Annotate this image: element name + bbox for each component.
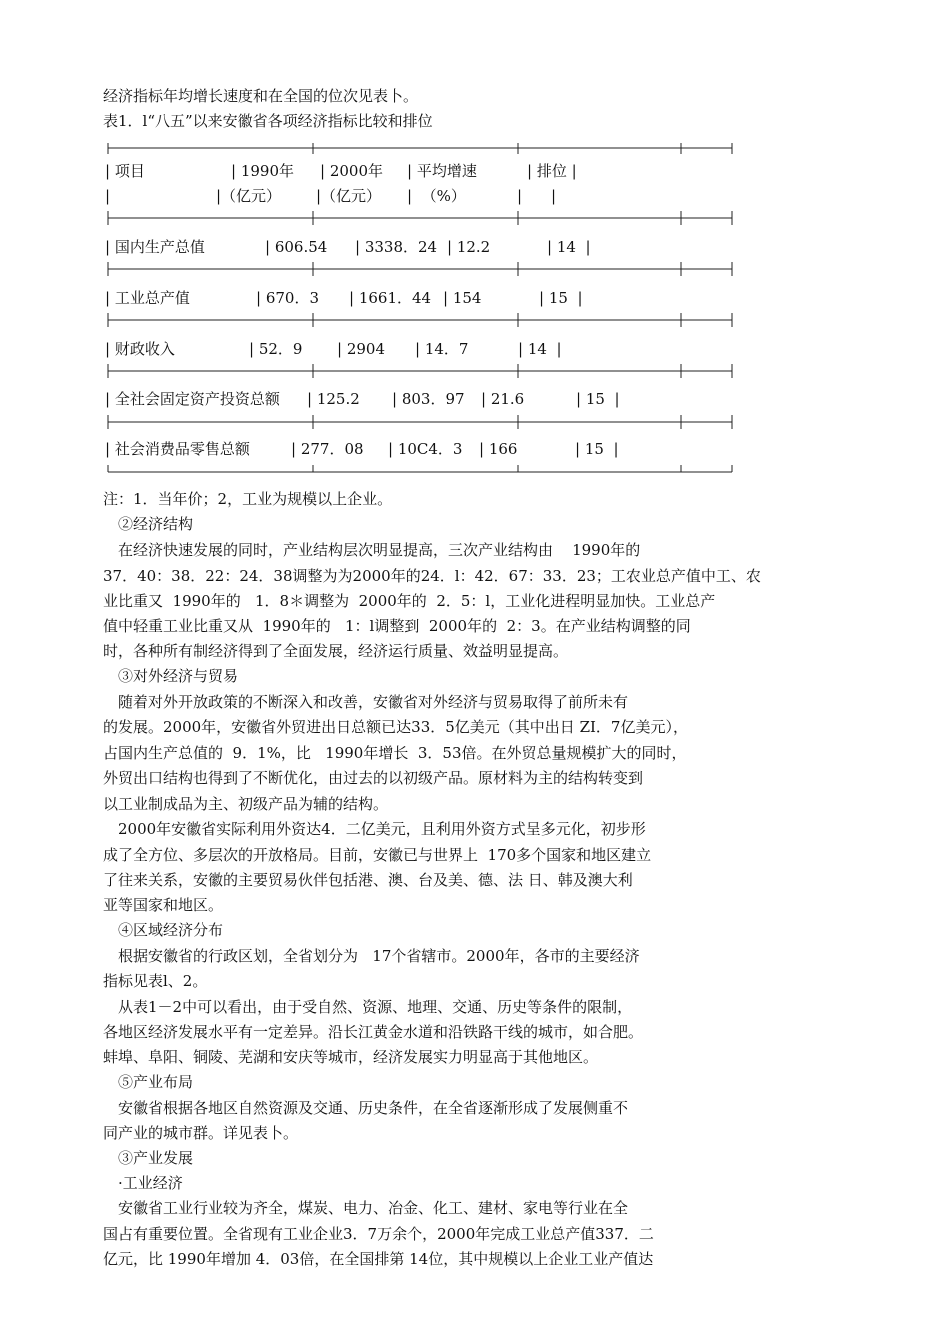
paragraph-line: 业比重又 1990年的 1．8＊调整为 2000年的 2．5：l，工业化进程明显加快。工业总产 (103, 592, 716, 610)
paragraph-line: 在经济快速发展的同时，产业结构层次明显提高，三次产业结构由 1990年的 (118, 541, 641, 559)
paragraph-line: 安徽省工业行业较为齐全，煤炭、电力、冶金、化工、建材、家电等行业在全 (118, 1199, 629, 1217)
paragraph-line: 各地区经济发展水平有一定差异。沿长江黄金水道和沿铁路干线的城市，如合肥。 (103, 1023, 644, 1041)
paragraph-line: 同产业的城市群。详见表卜。 (103, 1124, 299, 1142)
table-cell: | 277．08 (291, 440, 364, 458)
section-heading: ④区域经济分布 (118, 921, 224, 939)
table-cell: | 国内生产总值 (105, 238, 205, 256)
intro-line: 经济指标年均增长速度和在全国的位次见表卜。 (103, 87, 419, 105)
paragraph-line: 37．40：38．22：24．38调整为为2000年的24．l：42．67：33．23；工农业总产值中工、农 (103, 567, 761, 585)
table-header-unit: | (517, 187, 523, 205)
paragraph-line: 蚌埠、阜阳、铜陵、芜湖和安庆等城市，经济发展实力明显高于其他地区。 (103, 1048, 599, 1066)
table-header-unit: | （%） (407, 187, 466, 205)
table-header-unit: |（亿元） (316, 187, 382, 205)
table-cell: | 2904 (337, 340, 385, 358)
paragraph-line: 指标见表l、2。 (103, 972, 208, 990)
paragraph-line: 时，各种所有制经济得到了全面发展，经济运行质量、效益明显提高。 (103, 642, 569, 660)
table-header-unit: | (551, 187, 557, 205)
paragraph-line: 亿元，比 1990年增加 4．03倍，在全国排第 14位，其中规模以上企业工业产值达 (103, 1250, 654, 1268)
table-caption: 表1．l“八五”以来安徽省各项经济指标比较和排位 (103, 112, 433, 130)
table-cell: | 15 | (576, 390, 620, 408)
section-heading: ⑤产业布局 (118, 1073, 194, 1091)
table-cell: | 1661．44 (349, 289, 432, 307)
table-cell: | 12.2 (447, 238, 491, 256)
paragraph-line: 了往来关系，安徽的主要贸易伙伴包括港、澳、台及美、德、法 日、韩及澳大利 (103, 871, 633, 889)
table-cell: | 14．7 (415, 340, 469, 358)
section-heading: ③对外经济与贸易 (118, 667, 239, 685)
table-cell: | 166 (479, 440, 518, 458)
paragraph-line: 亚等国家和地区。 (103, 896, 224, 914)
table-cell: | 财政收入 (105, 340, 175, 358)
table-note: 注：1．当年价；2，工业为规模以上企业。 (103, 490, 393, 508)
table-cell: | 15 | (575, 440, 619, 458)
table-cell: | 全社会固定资产投资总额 (105, 390, 280, 408)
paragraph-line: 外贸出口结构也得到了不断优化，由过去的以初级产品。原材料为主的结构转变到 (103, 769, 644, 787)
paragraph-line: 随着对外开放政策的不断深入和改善，安徽省对外经济与贸易取得了前所未有 (118, 693, 629, 711)
table-cell: | 154 (443, 289, 482, 307)
paragraph-line: 安徽省根据各地区自然资源及交通、历史条件，在全省逐渐形成了发展侧重不 (118, 1099, 629, 1117)
table-cell: | 3338．24 (355, 238, 438, 256)
table-cell: | 803．97 (392, 390, 465, 408)
table-cell: | 15 | (539, 289, 583, 307)
table-cell: | 52．9 (249, 340, 303, 358)
table-cell: | 670．3 (256, 289, 319, 307)
paragraph-line: 成了全方位、多层次的开放格局。目前，安徽已与世界上 170多个国家和地区建立 (103, 846, 652, 864)
table-cell: | 10C4．3 (388, 440, 463, 458)
table-cell: | 14 | (518, 340, 562, 358)
paragraph-line: 2000年安徽省实际利用外资达4．二亿美元，且利用外资方式呈多元化，初步形 (118, 820, 646, 838)
section-heading: ③产业发展 (118, 1149, 194, 1167)
paragraph-line: 根据安徽省的行政区划，全省划分为 17个省辖市。2000年，各市的主要经济 (118, 947, 640, 965)
table-header-2000: | 2000年 (320, 162, 383, 180)
paragraph-line: 占国内生产总值的 9．1%，比 1990年增长 3．53倍。在外贸总量规模扩大的同时， (103, 744, 687, 762)
table-cell: | 125.2 (307, 390, 360, 408)
table-header-1990: | 1990年 (231, 162, 294, 180)
table-header-rank: | 排位 | (527, 162, 577, 180)
table-header-unit: | (105, 187, 111, 205)
table-header-item: | 项目 (105, 162, 145, 180)
table-cell: | 14 | (547, 238, 591, 256)
paragraph-line: 的发展。2000年，安徽省外贸进出日总额已达33．5亿美元（其中出日 ZI．7亿美元）， (103, 718, 688, 736)
table-cell: | 工业总产值 (105, 289, 190, 307)
paragraph-line: 以工业制成品为主、初级产品为辅的结构。 (103, 795, 389, 813)
table-header-growth: | 平均增速 (407, 162, 477, 180)
table-cell: | 606.54 (265, 238, 328, 256)
sub-heading: ·工业经济 (118, 1174, 183, 1192)
table-cell: | 社会消费品零售总额 (105, 440, 250, 458)
table-cell: | 21.6 (481, 390, 525, 408)
section-heading: ②经济结构 (118, 515, 194, 533)
table-header-unit: |（亿元） (216, 187, 282, 205)
paragraph-line: 值中轻重工业比重又从 1990年的 1：l调整到 2000年的 2：3。在产业结构调整的同 (103, 617, 691, 635)
paragraph-line: 从表1－2中可以看出，由于受自然、资源、地理、交通、历史等条件的限制， (118, 998, 633, 1016)
paragraph-line: 国占有重要位置。全省现有工业企业3．7万余个，2000年完成工业总产值337．二 (103, 1225, 654, 1243)
